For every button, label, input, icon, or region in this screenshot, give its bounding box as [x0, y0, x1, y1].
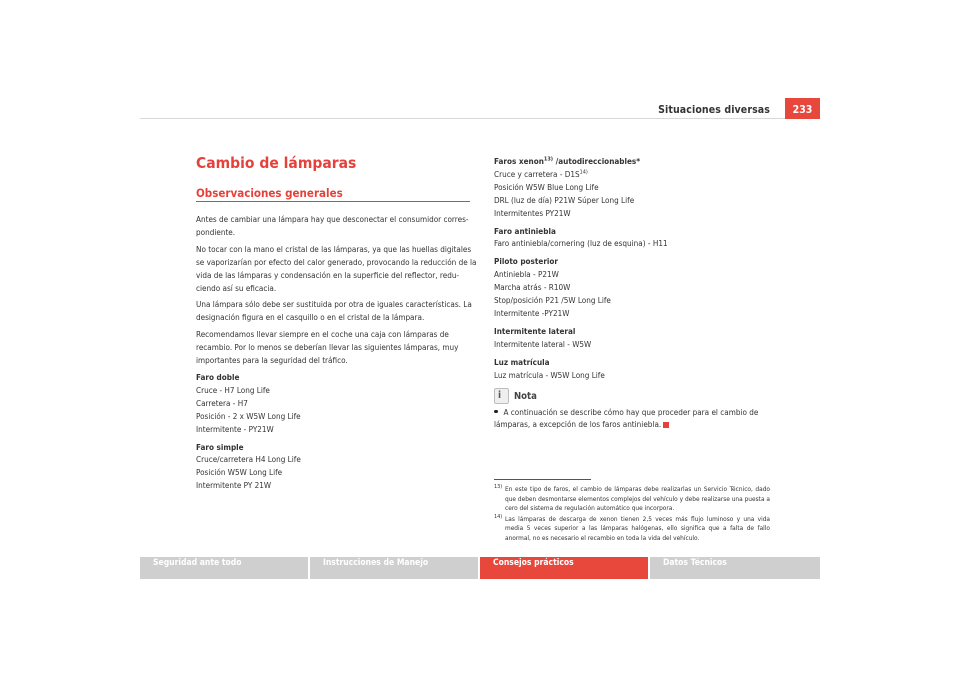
lamp-item: DRL (luz de día) P21W Súper Long Life [494, 194, 635, 205]
text-line: se vaporizarían por efecto del calor generado, provocando la reducción de la [196, 256, 477, 267]
note-body [494, 406, 776, 432]
right-column [494, 154, 776, 431]
lamp-group [494, 356, 776, 382]
lamp-item: Marcha atrás - R10W [494, 282, 571, 293]
note-text: A continuación se describe cómo hay que proceder para el cambio de [503, 406, 759, 417]
text-line: designación figura en el casquillo o en el cristal de la lámpara. [196, 312, 425, 323]
text-line: pondiente. [196, 226, 236, 237]
footnote-ref[interactable]: 13) [543, 156, 554, 163]
text-line: Una lámpara sólo debe ser sustituida por otra de iguales características. La [196, 299, 472, 310]
group-heading: Faro doble [196, 371, 240, 382]
header-rule [140, 118, 820, 119]
note-header [494, 388, 776, 406]
lamp-item: Luz matrícula - W5W Long Life [494, 369, 605, 380]
lamp-item: Stop/posición P21 /5W Long Life [494, 295, 611, 306]
subsection-rule [196, 201, 470, 202]
footnotes [494, 485, 770, 544]
group-heading: Piloto posterior [494, 256, 558, 267]
tab-datos-tecnicos[interactable]: Datos Técnicos [650, 557, 820, 579]
lamp-item: Carretera - H7 [196, 397, 248, 408]
lamp-group [494, 155, 776, 220]
footnote-number: 14) [494, 513, 503, 520]
page-number-badge: 233 [785, 98, 820, 119]
tab-instrucciones[interactable]: Instrucciones de Manejo [310, 557, 478, 579]
lamp-item: Intermitente PY 21W [196, 480, 272, 491]
group-heading: Faro antiniebla [494, 225, 556, 236]
lamp-group [494, 325, 776, 351]
lamp-item: Intermitentes PY21W [494, 207, 571, 218]
lamp-item: Posición W5W Long Life [196, 467, 283, 478]
footnote-number: 13) [494, 484, 503, 490]
group-heading: Intermitente lateral [494, 325, 576, 336]
tab-seguridad[interactable]: Seguridad ante todo [140, 557, 308, 579]
text-line: recambio. Por lo menos se deberían llevar las siguientes lámparas, muy [196, 342, 459, 353]
paragraph [196, 243, 477, 295]
lamp-item: Posición - 2 x W5W Long Life [196, 410, 301, 421]
note-line [494, 406, 776, 419]
text-line: No tocar con la mano el cristal de las lámparas, ya que las huellas digitales [196, 243, 472, 254]
group-heading: Faro simple [196, 441, 244, 452]
lamp-group [494, 255, 776, 320]
note-line [494, 418, 776, 431]
text-line: Recomendamos llevar siempre en el coche una caja con lámparas de [196, 329, 449, 340]
footnote-ref[interactable]: 14) [579, 169, 588, 176]
text-line: importantes para la seguridad del tráfico. [196, 355, 348, 366]
section-title: Cambio de lámparas [196, 154, 357, 172]
text-line: Antes de cambiar una lámpara hay que desconectar el consumidor corres- [196, 214, 469, 224]
group-heading [494, 155, 776, 168]
paragraph [196, 328, 472, 367]
lamp-item: Intermitente - PY21W [196, 423, 274, 434]
lamp-item-text: Cruce y carretera - D1S [494, 168, 580, 179]
lamp-group [494, 225, 776, 251]
footer-nav [140, 557, 820, 579]
lamp-item: Cruce/carretera H4 Long Life [196, 454, 301, 465]
text-line: ciendo así su eficacia. [196, 282, 277, 293]
lamp-item [494, 168, 776, 181]
footnote [494, 485, 770, 514]
text-line: vida de las lámparas y condensación en la superficie del reflector, redu- [196, 269, 460, 280]
paragraph [196, 298, 472, 324]
footnote-text: En este tipo de faros, el cambio de lámparas debe realizarlas un Servicio Técnico, dado que deben desmontarse elementos complejos del vehículo y debe realizarse una puesta a cero del sistema de regulación automático que incorpora. [505, 485, 770, 512]
footnote [494, 515, 770, 544]
lamp-group [196, 371, 472, 436]
tab-consejos[interactable]: Consejos prácticos [480, 557, 648, 579]
group-heading-text: Faros xenon [494, 156, 544, 166]
note-text: lámparas, a excepción de los faros antiniebla. [494, 419, 662, 430]
footnote-rule [494, 479, 591, 480]
group-heading-text: /autodireccionables* [553, 156, 641, 166]
lamp-item: Posición W5W Blue Long Life [494, 181, 599, 192]
footnote-text: Las lámparas de descarga de xenon tienen 2,5 veces más flujo luminoso y una vida media 5 veces superior a las lámparas halógenas, ello significa que a falta de fallo anormal, no es necesario el recambio en toda la vida del vehículo. [505, 514, 770, 542]
paragraph [196, 213, 472, 239]
chapter-title: Situaciones diversas [658, 104, 770, 116]
lamp-group [196, 441, 472, 493]
lamp-item: Intermitente -PY21W [494, 307, 570, 318]
note-info-icon: i [494, 388, 509, 404]
left-column [196, 213, 477, 492]
group-heading: Luz matrícula [494, 356, 550, 367]
lamp-item: Cruce - H7 Long Life [196, 384, 270, 395]
end-of-section-icon [663, 422, 669, 428]
lamp-item: Antiniebla - P21W [494, 269, 559, 280]
bullet-icon [494, 410, 498, 414]
lamp-item: Faro antiniebla/cornering (luz de esquina) - H11 [494, 238, 668, 249]
subsection-title: Observaciones generales [196, 186, 343, 200]
note-label: Nota [514, 390, 537, 402]
lamp-item: Intermitente lateral - W5W [494, 338, 592, 349]
